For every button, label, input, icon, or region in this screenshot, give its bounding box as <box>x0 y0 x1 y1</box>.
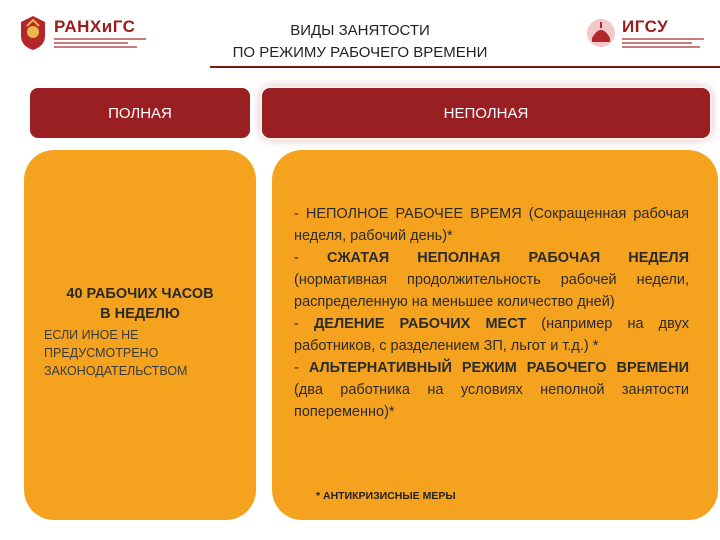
logo-right-name: ИГСУ <box>622 17 669 36</box>
hours-title-line-1: 40 РАБОЧИХ ЧАСОВ <box>66 286 214 302</box>
list-item <box>294 247 689 313</box>
logo-left-name: РАНХиГС <box>54 17 136 36</box>
hours-title-line-2: В НЕДЕЛЮ <box>100 306 180 322</box>
title-line-2: ПО РЕЖИМУ РАБОЧЕГО ВРЕМЕНИ <box>232 44 488 61</box>
tab-part-time[interactable]: НЕПОЛНАЯ <box>262 88 710 138</box>
item-plain: (нормативная продолжительность рабочей недели, распределенную на меньшее количество дней) <box>294 272 689 310</box>
item-bold: СЖАТАЯ НЕПОЛНАЯ РАБОЧАЯ НЕДЕЛЯ <box>326 250 689 266</box>
tab-full-time[interactable]: ПОЛНАЯ <box>30 88 250 138</box>
part-time-list <box>294 203 689 423</box>
logo-right-subtitle <box>622 38 704 48</box>
item-plain: (например на двух работников, с разделением ЗП, льгот и т.д.) * <box>294 316 689 354</box>
dome-icon <box>586 14 616 52</box>
hours-title <box>24 284 256 324</box>
ranepa-logo <box>18 14 146 52</box>
page-title <box>160 20 560 64</box>
part-time-panel <box>272 150 718 520</box>
header-divider <box>210 66 720 68</box>
list-item <box>294 357 689 423</box>
emblem-icon <box>18 14 48 52</box>
item-plain: (два работника на условиях неполной занятости попеременно)* <box>294 382 689 420</box>
item-plain: НЕПОЛНОЕ РАБОЧЕЕ ВРЕМЯ (Сокращенная рабочая неделя, рабочий день)* <box>294 206 689 244</box>
item-prefix: - <box>294 316 314 332</box>
item-bold: ДЕЛЕНИЕ РАБОЧИХ МЕСТ <box>313 316 527 332</box>
full-time-panel <box>24 150 256 520</box>
item-prefix: - <box>294 206 306 222</box>
logo-left-subtitle <box>54 38 146 48</box>
item-prefix: - <box>294 360 309 376</box>
footnote: * АНТИКРИЗИСНЫЕ МЕРЫ <box>316 490 456 502</box>
item-bold: АЛЬТЕРНАТИВНЫЙ РЕЖИМ РАБОЧЕГО ВРЕМЕНИ <box>308 360 689 376</box>
igsu-logo <box>586 14 704 52</box>
list-item <box>294 203 689 247</box>
hours-note: ЕСЛИ ИНОЕ НЕ ПРЕДУСМОТРЕНО ЗАКОНОДАТЕЛЬСТВОМ <box>44 328 188 378</box>
title-line-1: ВИДЫ ЗАНЯТОСТИ <box>290 22 430 39</box>
list-item <box>294 313 689 357</box>
item-prefix: - <box>294 250 327 266</box>
